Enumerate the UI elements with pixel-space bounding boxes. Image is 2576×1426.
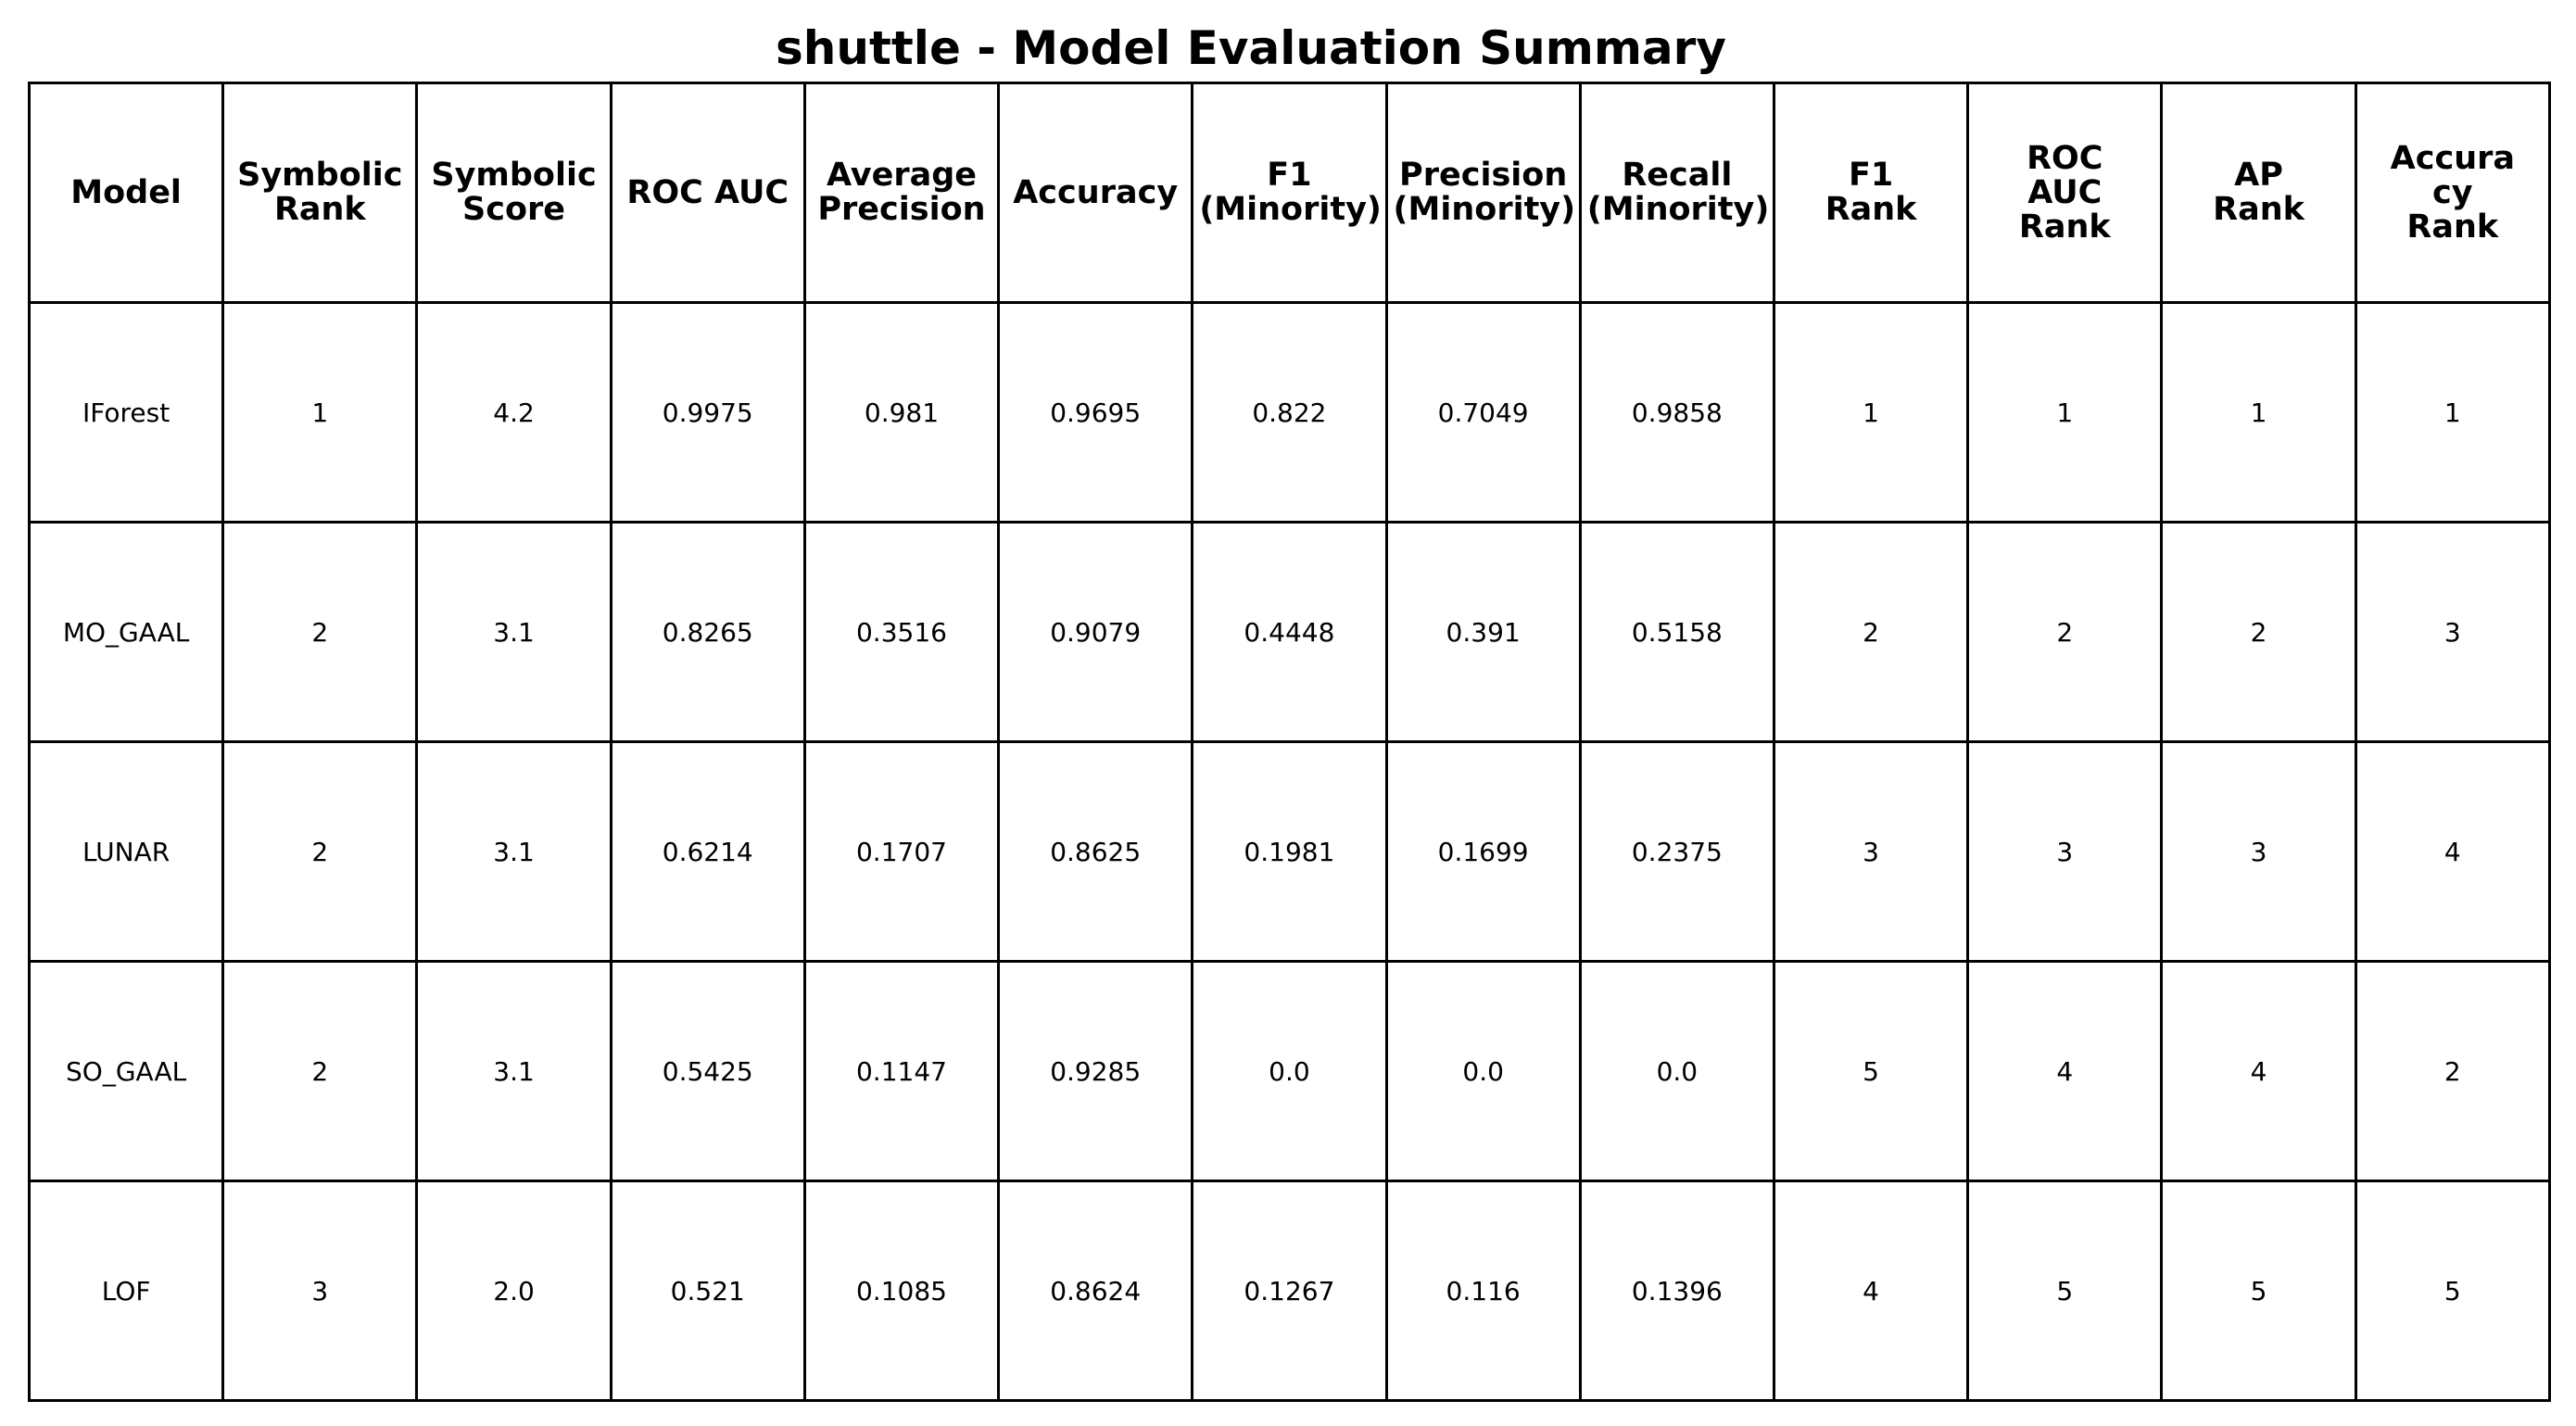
table-cell: 2.0 [417, 1181, 611, 1401]
table-cell: 0.1707 [804, 742, 998, 962]
table-cell: 0.9975 [611, 303, 804, 523]
table-row [30, 303, 2550, 523]
table-row [30, 962, 2550, 1181]
table-cell: 0.9079 [999, 523, 1193, 742]
table-cell: 1 [2162, 303, 2355, 523]
table-cell: IForest [30, 303, 223, 523]
column-header-accuracy-rank: Accura cy Rank [2355, 83, 2549, 303]
table-cell: 1 [223, 303, 417, 523]
table-cell: 3.1 [417, 523, 611, 742]
table-cell: 1 [1774, 303, 1967, 523]
table-cell: 2 [223, 523, 417, 742]
table-cell: 0.8624 [999, 1181, 1193, 1401]
column-header-symbolic-rank: Symbolic Rank [223, 83, 417, 303]
table-cell: 0.0 [1580, 962, 1774, 1181]
column-header-average-precision: Average Precision [804, 83, 998, 303]
column-header-accuracy: Accuracy [999, 83, 1193, 303]
header-row [30, 83, 2550, 303]
table-cell: 0.1267 [1193, 1181, 1386, 1401]
table-cell: 2 [2162, 523, 2355, 742]
table-title: shuttle - Model Evaluation Summary [776, 21, 1726, 75]
table-cell: 0.116 [1386, 1181, 1580, 1401]
column-header-model: Model [30, 83, 223, 303]
table-cell: 0.0 [1193, 962, 1386, 1181]
column-header-recall-minority: Recall (Minority) [1580, 83, 1774, 303]
table-cell: 0.1085 [804, 1181, 998, 1401]
table-cell: 1 [1968, 303, 2162, 523]
table-cell: 0.0 [1386, 962, 1580, 1181]
table-cell: 0.981 [804, 303, 998, 523]
table-cell: 0.5158 [1580, 523, 1774, 742]
column-header-precision-minority: Precision (Minority) [1386, 83, 1580, 303]
table-cell: SO_GAAL [30, 962, 223, 1181]
table-cell: 5 [2355, 1181, 2549, 1401]
table-cell: 3 [2355, 523, 2549, 742]
table-cell: 0.9695 [999, 303, 1193, 523]
table-cell: 0.2375 [1580, 742, 1774, 962]
table-cell: 0.1396 [1580, 1181, 1774, 1401]
table-cell: 0.1699 [1386, 742, 1580, 962]
table-cell: 0.6214 [611, 742, 804, 962]
table-cell: 4 [2355, 742, 2549, 962]
table-cell: 0.521 [611, 1181, 804, 1401]
table-cell: 3.1 [417, 742, 611, 962]
column-header-roc-auc: ROC AUC [611, 83, 804, 303]
table-cell: 0.1147 [804, 962, 998, 1181]
table-cell: 4 [1968, 962, 2162, 1181]
table-cell: 2 [223, 742, 417, 962]
table-cell: 0.822 [1193, 303, 1386, 523]
table-cell: 0.391 [1386, 523, 1580, 742]
table-cell: 2 [2355, 962, 2549, 1181]
column-header-symbolic-score: Symbolic Score [417, 83, 611, 303]
table-row [30, 742, 2550, 962]
table-cell: 5 [1968, 1181, 2162, 1401]
column-header-roc-auc-rank: ROC AUC Rank [1968, 83, 2162, 303]
table-cell: 0.1981 [1193, 742, 1386, 962]
table-cell: 5 [2162, 1181, 2355, 1401]
table-cell: 0.9858 [1580, 303, 1774, 523]
table-cell: 5 [1774, 962, 1967, 1181]
table-row [30, 523, 2550, 742]
table-cell: 4.2 [417, 303, 611, 523]
table-cell: LOF [30, 1181, 223, 1401]
table-cell: 3 [1774, 742, 1967, 962]
table-cell: 3 [223, 1181, 417, 1401]
table-cell: 3 [2162, 742, 2355, 962]
column-header-ap-rank: AP Rank [2162, 83, 2355, 303]
table-cell: 4 [1774, 1181, 1967, 1401]
evaluation-summary-table [28, 82, 2551, 1402]
table-row [30, 1181, 2550, 1401]
table-cell: 0.5425 [611, 962, 804, 1181]
table-cell: 2 [223, 962, 417, 1181]
table-cell: 0.7049 [1386, 303, 1580, 523]
table-cell: 2 [1968, 523, 2162, 742]
column-header-f1-rank: F1 Rank [1774, 83, 1967, 303]
table-cell: MO_GAAL [30, 523, 223, 742]
table-cell: 3.1 [417, 962, 611, 1181]
table-cell: 0.4448 [1193, 523, 1386, 742]
table-cell: 1 [2355, 303, 2549, 523]
table-cell: 0.8625 [999, 742, 1193, 962]
column-header-f1-minority: F1 (Minority) [1193, 83, 1386, 303]
table-cell: 3 [1968, 742, 2162, 962]
table-cell: 2 [1774, 523, 1967, 742]
table-cell: 4 [2162, 962, 2355, 1181]
table-cell: 0.3516 [804, 523, 998, 742]
table-cell: 0.8265 [611, 523, 804, 742]
table-cell: LUNAR [30, 742, 223, 962]
table-cell: 0.9285 [999, 962, 1193, 1181]
